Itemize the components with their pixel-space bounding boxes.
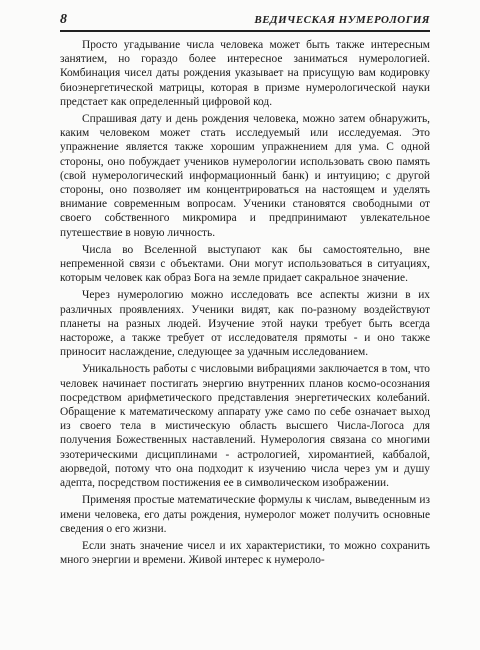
paragraph: Просто угадывание числа человека может быть также интересным занятием, но гораздо более интересное заниматься нумерологией. Комбинация чисел даты рождения указывает на присущую вам кодировку биоэнергетической матрицы, которая в призме нумерологической науки предстает как определенный цифровой код. (60, 39, 430, 108)
paragraph: Уникальность работы с числовыми вибрациями заключается в том, что человек начинает постигать энергию внутренних планов космо-осознания посредством арифметического представления энергетических колебаний. Обращение к математическому аппарату уже само по себе означает выход из своего тела в мистическую область высшего Числа-Логоса для получения Божественных наставлений. Нумерология связана со многими эзотерическими дисциплинами - астрологией, хиромантией, каббалой, аюрведой, потому что она подходит к изучению числа через ум и душу адепта, посредством постижения ее в символическом изображении. (60, 363, 430, 490)
page-header (60, 12, 430, 28)
header-rule (60, 30, 430, 32)
paragraph: Если знать значение чисел и их характеристики, то можно сохранить много энергии и времени. Живой интерес к нумероло- (60, 539, 430, 567)
page-number: 8 (60, 12, 67, 27)
body-text (60, 38, 430, 570)
paragraph: Числа во Вселенной выступают как бы самостоятельно, вне непременной связи с объектами. Они могут использоваться в ситуациях, которым человек как образ Бога на земле придает сакральное значение. (60, 243, 430, 285)
paragraph: Спрашивая дату и день рождения человека, можно затем обнаружить, каким человеком может стать исследуемый или исследуемая. Это упражнение является также хорошим упражнением для ума. С одной стороны, оно побуждает учеников нумерологии использовать свою память (свой нумерологический информационный банк) и интуицию; с другой стороны, оно позволяет им концентрироваться на настоящем и уделять внимание современным вопросам. Ученики становятся свободными от своего собственного микромира и предпринимают увлекательное путешествие в новую личность. (60, 113, 430, 239)
running-title: ВЕДИЧЕСКАЯ НУМЕРОЛОГИЯ (254, 14, 430, 26)
paragraph: Применяя простые математические формулы к числам, выведенным из имени человека, его даты рождения, нумеролог может получить основные сведения о его жизни. (60, 494, 430, 535)
paragraph: Через нумерологию можно исследовать все аспекты жизни в их различных проявлениях. Ученики видят, как по-разному воздействуют планеты на разных людей. Изучение этой науки требует быть всегда настороже, а также требует от исследователя прямоты - и оно также приносит наслаждение, следующее за удачным исследованием. (60, 289, 430, 359)
